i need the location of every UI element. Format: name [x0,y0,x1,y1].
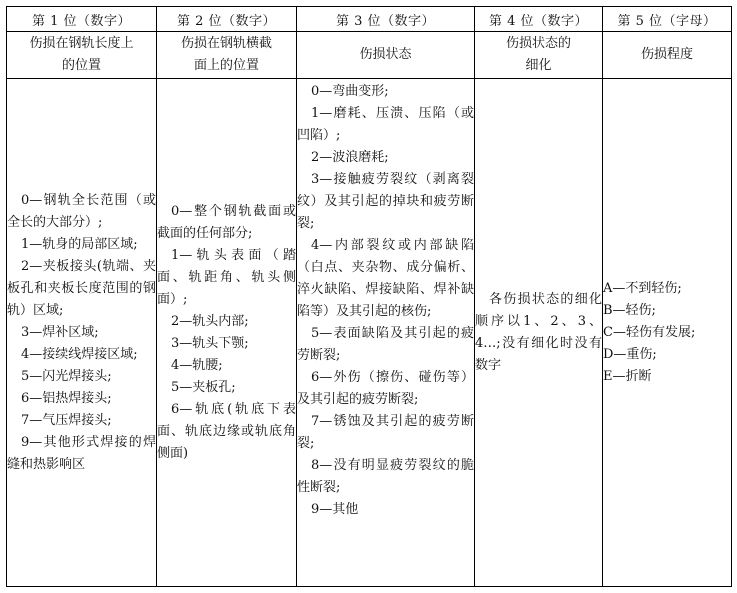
list-item: C—轻伤有发展; [603,324,696,340]
subheader-row [7,32,732,79]
list-item: 1—轨头表面（踏面、轨距角、轨头侧面）; [157,247,296,307]
list-item: 0—弯曲变形; [311,84,389,99]
section-position-list [157,79,297,587]
subheader-state-refinement [475,32,603,79]
list-item: E—折断 [603,368,652,384]
header-digit-2: 第 2 位（数字） [157,7,297,32]
refinement-text: 各伤损状态的细化顺序以1、2、3、4…;没有细化时没有数字 [475,291,602,373]
rail-defect-code-table [6,6,732,587]
list-item: D—重伤; [603,346,657,362]
list-item: 3—轨头下颚; [171,335,249,351]
header-digit-1: 第 1 位（数字） [7,7,157,32]
list-item: 3—接触疲劳裂纹（剥离裂纹）及其引起的掉块和疲劳断裂; [297,172,474,231]
list-item: 6—外伤（擦伤、碰伤等）及其引起的疲劳断裂; [297,370,474,407]
list-item: 8—没有明显疲劳裂纹的脆性断裂; [297,458,474,495]
subheader-defect-state [297,32,475,79]
subheader-line: 伤损状态的 [505,36,571,51]
list-item: 2—波浪磨耗; [311,150,389,165]
list-item: 3—焊补区域; [21,324,99,340]
list-item: 6—轨底(轨底下表面、轨底边缘或轨底角侧面) [157,401,296,461]
subheader-line: 伤损状态 [359,47,412,62]
list-item: 5—闪光焊接头; [21,368,112,384]
list-item: 9—其他 [311,502,359,517]
header-digit-3: 第 3 位（数字） [297,7,475,32]
list-item: 4—接续线焊接区域; [21,346,138,362]
length-position-list [7,79,157,587]
subheader-defect-degree [603,32,732,79]
list-item: 0—整个钢轨截面或截面的任何部分; [157,203,296,241]
list-item: 1—磨耗、压溃、压陷（或凹陷）; [297,106,474,143]
list-item: B—轻伤; [603,302,656,318]
list-item: 7—锈蚀及其引起的疲劳断裂; [297,414,474,451]
list-item: 4—轨腰; [171,357,223,373]
list-item: A—不到轻伤; [603,280,682,296]
page [6,6,731,587]
content-row [7,79,732,587]
state-refinement-note [475,79,603,587]
list-item: 2—夹板接头(轨端、夹板孔和夹板长度范围的钢轨）区域; [7,258,156,318]
list-item: 9—其他形式焊接的焊缝和热影响区 [7,434,156,472]
list-item: 0—钢轨全长范围（或全长的大部分）; [7,192,156,230]
defect-state-list [297,79,475,587]
list-item: 5—夹板孔; [171,379,236,395]
list-item: 2—轨头内部; [171,313,249,329]
header-letter-5: 第 5 位（字母） [603,7,732,32]
subheader-line: 细化 [525,58,552,73]
subheader-length-position [7,32,157,79]
subheader-line: 伤损在钢轨长度上 [29,36,134,51]
list-item: 4—内部裂纹或内部缺陷（白点、夹杂物、成分偏析、淬火缺陷、焊接缺陷、焊补缺陷等）及其引起的核伤; [297,238,474,319]
list-item: 5—表面缺陷及其引起的疲劳断裂; [297,326,474,363]
list-item: 6—铝热焊接头; [21,390,112,406]
list-item: 7—气压焊接头; [21,412,112,428]
subheader-line: 的位置 [61,58,101,73]
subheader-line: 面上的位置 [193,58,259,73]
subheader-section-position [157,32,297,79]
subheader-line: 伤损程度 [640,47,693,62]
list-item: 1—轨身的局部区域; [21,236,138,252]
defect-degree-list [603,79,732,587]
header-digit-4: 第 4 位（数字） [475,7,603,32]
subheader-line: 伤损在钢轨横截 [180,36,272,51]
header-row [7,7,732,32]
